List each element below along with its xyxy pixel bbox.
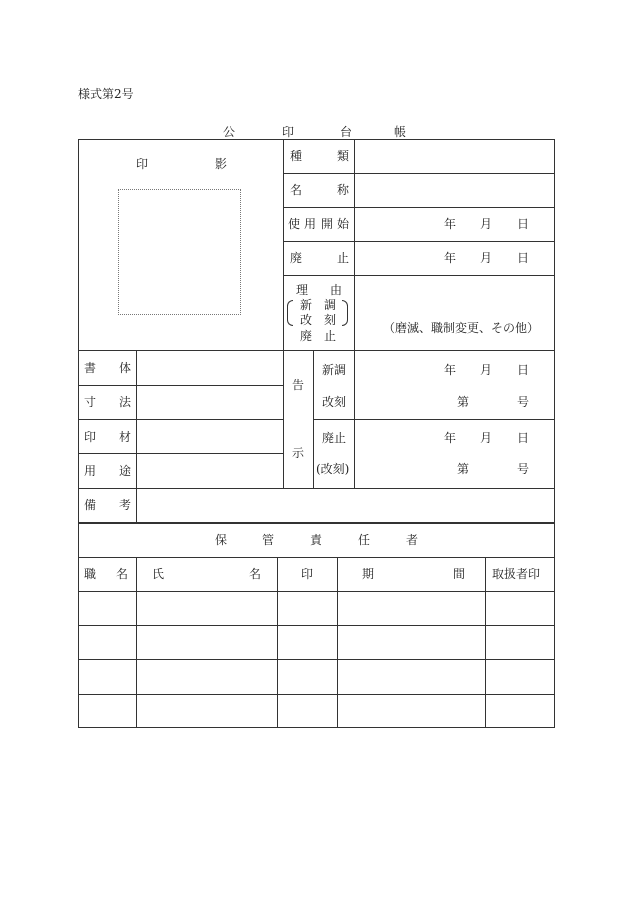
custody-row-2[interactable] bbox=[79, 626, 554, 659]
notice-label-2: 示 bbox=[292, 446, 305, 460]
right-bracket bbox=[342, 300, 348, 326]
row-line bbox=[283, 241, 555, 242]
kind-label-2: 類 bbox=[337, 149, 350, 163]
left-bracket bbox=[287, 300, 293, 326]
row-line bbox=[283, 173, 555, 174]
year-unit: 年 bbox=[444, 363, 457, 377]
day-unit: 日 bbox=[517, 217, 530, 231]
row-line bbox=[78, 385, 283, 386]
col-handler-seal: 取扱者印 bbox=[492, 567, 541, 581]
month-unit: 月 bbox=[480, 217, 493, 231]
row-line bbox=[78, 557, 555, 558]
abolish-label-1: 廃 bbox=[290, 251, 303, 265]
reason-label-2: 由 bbox=[330, 283, 343, 297]
number-prefix: 第 bbox=[457, 395, 470, 409]
row-line bbox=[283, 275, 555, 276]
title-char-1: 公 bbox=[223, 125, 236, 139]
reason-new-2: 調 bbox=[324, 298, 337, 312]
col-position-1: 職 bbox=[84, 567, 97, 581]
custody-heading-1: 保 bbox=[215, 533, 228, 547]
month-unit: 月 bbox=[480, 431, 493, 445]
col-position-2: 名 bbox=[116, 567, 129, 581]
name-label-2: 称 bbox=[337, 183, 350, 197]
abolish-label-2: 止 bbox=[337, 251, 350, 265]
number-prefix: 第 bbox=[457, 462, 470, 476]
kind-label-1: 種 bbox=[290, 149, 303, 163]
title-char-3: 台 bbox=[340, 125, 353, 139]
notice-new: 新調 bbox=[322, 363, 347, 377]
font-label-2: 体 bbox=[119, 361, 132, 375]
reason-abolish-2: 止 bbox=[324, 329, 337, 343]
name-label-1: 名 bbox=[290, 183, 303, 197]
reason-note: （磨滅、職制変更、その他） bbox=[383, 321, 540, 335]
seal-label-2: 影 bbox=[215, 157, 228, 171]
col-line bbox=[354, 350, 355, 488]
day-unit: 日 bbox=[517, 431, 530, 445]
col-seal: 印 bbox=[301, 567, 314, 581]
day-unit: 日 bbox=[517, 251, 530, 265]
number-suffix: 号 bbox=[517, 395, 530, 409]
col-name-1: 氏 bbox=[152, 567, 165, 581]
custody-heading-5: 者 bbox=[406, 533, 419, 547]
font-label-1: 書 bbox=[84, 361, 97, 375]
year-unit: 年 bbox=[444, 431, 457, 445]
year-unit: 年 bbox=[444, 217, 457, 231]
custody-heading-2: 管 bbox=[262, 533, 275, 547]
row-line bbox=[78, 350, 555, 351]
remarks-label-1: 備 bbox=[84, 498, 97, 512]
col-name-2: 名 bbox=[249, 567, 262, 581]
start-use-label-4: 始 bbox=[337, 217, 350, 231]
custody-row-3[interactable] bbox=[79, 660, 554, 694]
row-line bbox=[313, 419, 555, 420]
notice-abolish: 廃止 bbox=[322, 431, 347, 445]
form-number: 様式第2号 bbox=[78, 87, 134, 101]
custody-row-4[interactable] bbox=[79, 695, 554, 727]
start-use-label-1: 使 bbox=[288, 217, 301, 231]
month-unit: 月 bbox=[480, 363, 493, 377]
month-unit: 月 bbox=[480, 251, 493, 265]
start-use-label-2: 用 bbox=[304, 217, 317, 231]
col-line bbox=[313, 350, 314, 488]
row-line bbox=[78, 419, 283, 420]
notice-recarve-paren: (改刻) bbox=[316, 462, 350, 476]
reason-recarve-2: 刻 bbox=[324, 313, 337, 327]
usage-label-2: 途 bbox=[119, 464, 132, 478]
section-divider bbox=[78, 522, 555, 524]
row-line bbox=[78, 453, 283, 454]
row-line bbox=[283, 207, 555, 208]
reason-recarve-1: 改 bbox=[300, 313, 313, 327]
start-use-label-3: 開 bbox=[321, 217, 334, 231]
col-period-1: 期 bbox=[362, 567, 375, 581]
title-char-4: 帳 bbox=[394, 125, 407, 139]
reason-label-1: 理 bbox=[296, 283, 309, 297]
material-label-2: 材 bbox=[119, 430, 132, 444]
col-line bbox=[283, 139, 284, 488]
notice-recarve: 改刻 bbox=[322, 395, 347, 409]
title-char-2: 印 bbox=[282, 125, 295, 139]
seal-label-1: 印 bbox=[136, 157, 149, 171]
size-label-2: 法 bbox=[119, 395, 132, 409]
custody-heading-4: 任 bbox=[358, 533, 371, 547]
material-label-1: 印 bbox=[84, 430, 97, 444]
col-period-2: 間 bbox=[453, 567, 466, 581]
col-line bbox=[136, 350, 137, 522]
number-suffix: 号 bbox=[517, 462, 530, 476]
row-line bbox=[78, 488, 555, 489]
day-unit: 日 bbox=[517, 363, 530, 377]
col-line bbox=[354, 139, 355, 350]
custody-row-1[interactable] bbox=[79, 592, 554, 625]
seal-impression-box[interactable] bbox=[118, 189, 241, 315]
reason-abolish-1: 廃 bbox=[300, 329, 313, 343]
reason-new-1: 新 bbox=[300, 298, 313, 312]
size-label-1: 寸 bbox=[84, 395, 97, 409]
notice-label-1: 告 bbox=[292, 378, 305, 392]
custody-heading-3: 責 bbox=[310, 533, 323, 547]
usage-label-1: 用 bbox=[84, 464, 97, 478]
year-unit: 年 bbox=[444, 251, 457, 265]
remarks-label-2: 考 bbox=[119, 498, 132, 512]
